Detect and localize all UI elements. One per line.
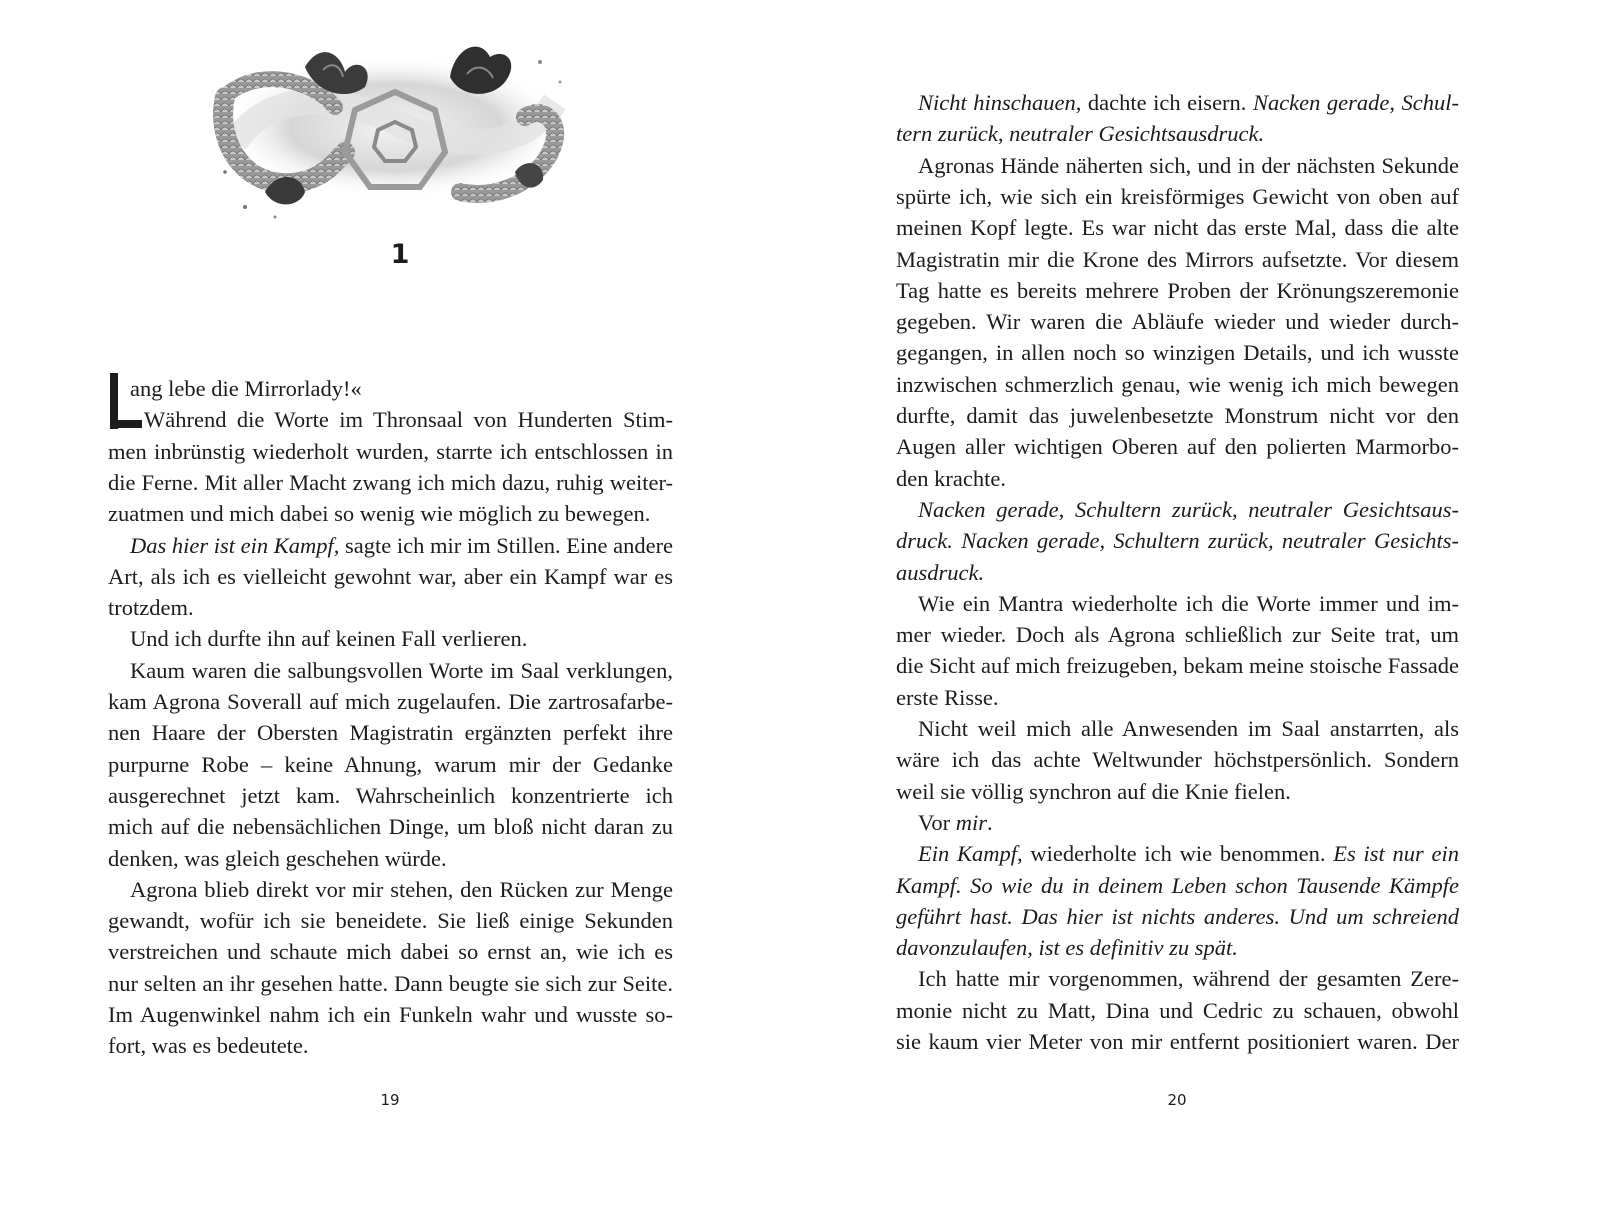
text-line [896,1026,1459,1058]
text-line [108,843,673,875]
text-line [896,682,1459,714]
text-line [896,650,1459,682]
text-line [896,870,1459,902]
text-segment: sagte ich mir im Stillen. Eine andere [339,532,674,558]
italic-segment: mir [955,809,987,835]
text-line [918,963,1459,995]
text-line [918,494,1459,526]
text-segment: mer wieder. Doch als Agrona schließlich zur Seite trat, um [896,622,1459,648]
text-segment: Ich hatte mir vorgenommen, während der gesamten Zere- [918,966,1459,992]
text-line [896,306,1459,338]
text-line [130,373,390,405]
right-page [800,0,1600,1216]
text-segment: weil sie völlig synchron auf die Knie fielen. [896,778,1291,804]
text-segment: die Ferne. Mit aller Macht zwang ich mich dazu, ruhig weiter- [108,469,673,495]
text-line [918,838,1459,870]
italic-segment: Ein Kampf, [918,841,1023,867]
text-segment: Tag hatte es bereits mehrere Proben der Krönungszeremonie [896,277,1459,303]
page-number-right: 20 [1167,1091,1187,1109]
text-segment: Vor [918,809,956,835]
text-segment: men inbrünstig wiederholt wurden, starrte ich entschlossen in [108,438,673,464]
text-line [108,811,673,843]
italic-segment: Das hier ist ein Kampf, [130,532,340,558]
text-segment: spürte ich, wie sich ein kreisförmiges Gewicht von oben auf [896,183,1459,209]
text-line [130,874,673,906]
text-segment: kam Agrona Soverall auf mich zugelaufen. Die zartrosafarbe- [108,689,673,714]
text-line [896,431,1459,463]
text-segment: Im Augenwinkel nahm ich ein Funkeln wahr und wusste so- [108,1002,673,1027]
text-segment: Während die Worte im Thronsaal von Hunderten Stim- [144,407,673,433]
text-line [918,713,1459,745]
text-segment: durfte, damit das juwelenbesetzte Monstrum nicht vor den [896,403,1459,428]
chapter-number: 1 [390,239,410,270]
text-line [896,212,1459,244]
text-line [108,498,673,530]
text-line [896,118,1459,150]
italic-segment: Es ist nur ein [1333,841,1459,867]
text-line [896,181,1459,213]
text-segment: Nicht weil mich alle Anwesenden im Saal anstarrten, als [918,716,1459,741]
text-line [896,463,1459,495]
text-segment: den krachte. [896,465,1006,491]
text-segment: Wie ein Mantra wiederholte ich die Worte immer und im- [918,590,1459,616]
text-segment: gegangen, in allen noch so winzigen Details, und ich wusste [896,340,1459,366]
text-line [918,150,1459,182]
text-segment: zuatmen und mich dabei so wenig wie möglich zu bewegen. [108,501,651,527]
text-segment: Agrona blieb direkt vor mir stehen, den Rücken zur Menge [130,876,673,902]
text-segment: monie nicht zu Matt, Dina und Cedric zu schauen, obwohl [896,997,1459,1023]
text-line [130,623,673,655]
chapter-ornament-image [205,22,585,222]
italic-segment: Nacken gerade, Schultern zurück, neutraler Gesichtsaus- [918,496,1459,522]
text-segment: Art, als ich es vielleicht gewohnt war, aber ein Kampf war es [108,563,673,589]
italic-segment: geführt hast. Das hier ist nichts anderes. Und um schreiend [896,903,1459,929]
text-segment: nur selten an ihr gesehen hatte. Dann beugte sie sich zur Seite. [108,970,673,996]
italic-segment: Nicht hinschauen, [918,90,1082,115]
text-line [144,404,673,436]
text-segment: ang lebe die Mirrorlady!« [130,376,362,401]
text-line [896,525,1459,557]
text-line [108,780,673,812]
italic-segment: davonzulaufen, ist es definitiv zu spät. [896,935,1238,961]
text-segment: wiederholte ich wie benommen. [1022,841,1334,867]
text-segment: . [986,809,993,835]
text-segment: sie kaum vier Meter von mir entfernt positioniert waren. Der [896,1029,1459,1054]
text-segment: Kaum waren die salbungsvollen Worte im Saal verklungen, [130,657,673,683]
text-segment: Magistratin mir die Krone des Mirrors aufsetzte. Vor diesem [896,246,1459,272]
text-line [108,749,673,781]
text-line [108,561,673,593]
text-segment: fort, was es bedeutete. [108,1033,309,1059]
text-line [108,905,673,937]
text-line [896,901,1459,933]
text-line [108,717,673,749]
text-line [896,995,1459,1027]
italic-segment: Nacken gerade, Schul- [1252,90,1459,115]
text-segment: purpurne Robe – keine Ahnung, warum mir der Gedanke [108,751,673,777]
italic-segment: tern zurück, neutraler Gesichtsausdruck. [896,121,1265,147]
text-line [108,968,673,1000]
text-line [896,400,1459,432]
italic-segment: Kampf. So wie du in deinem Leben schon Tausende Kämpfe [896,872,1459,898]
text-segment: Agronas Hände näherten sich, und in der nächsten Sekunde [918,152,1459,178]
text-line [108,999,673,1031]
text-line [108,686,673,718]
text-segment: dachte ich eisern. [1081,90,1253,115]
text-segment: trotzdem. [108,595,194,621]
text-line [896,337,1459,369]
text-segment: verstreichen und schaute mich dabei so ernst an, wie ich es [108,939,673,965]
text-line [896,776,1459,808]
text-line [130,655,673,687]
text-line [896,275,1459,307]
text-line [108,1030,673,1062]
text-line [896,744,1459,776]
text-line [896,369,1459,401]
text-line [108,436,673,468]
text-segment: nen Haare der Obersten Magistratin ergänzten perfekt ihre [108,720,673,746]
text-line [108,592,673,624]
text-line [918,807,1459,839]
text-segment: inzwischen schmerzlich genau, wie wenig ich mich bewegen [896,371,1459,397]
italic-segment: ausdruck. [896,559,985,585]
italic-segment: druck. Nacken gerade, Schultern zurück, neutraler Gesichts- [896,528,1459,554]
text-line [896,244,1459,276]
text-line [130,530,673,562]
text-segment: ausgerechnet jetzt kam. Wahrscheinlich konzentrierte ich [108,782,673,808]
text-segment: gewandt, wofür ich sie beneidete. Sie ließ einige Sekunden [108,908,673,934]
text-line [896,619,1459,651]
page-number-left: 19 [380,1091,400,1109]
text-line [896,557,1459,589]
text-segment: mich auf die nebensächlichen Dinge, um bloß nicht daran zu [108,814,673,840]
text-line [918,588,1459,620]
text-line [896,932,1459,964]
text-segment: Und ich durfte ihn auf keinen Fall verlieren. [130,626,528,652]
text-line [108,936,673,968]
text-segment: Augen aller wichtigen Oberen auf den polierten Marmorbo- [896,434,1459,460]
text-segment: denken, was gleich geschehen würde. [108,845,447,871]
text-segment: wäre ich das achte Weltwunder höchstpersönlich. Sondern [896,747,1459,773]
text-segment: meinen Kopf legte. Es war nicht das erste Mal, dass die alte [896,215,1459,241]
text-segment: erste Risse. [896,684,999,710]
text-line [108,467,673,499]
text-segment: gegeben. Wir waren die Abläufe wieder und wieder durch- [896,309,1459,335]
text-segment: die Sicht auf mich freizugeben, bekam meine stoische Fassade [896,653,1459,679]
text-line [918,87,1459,119]
